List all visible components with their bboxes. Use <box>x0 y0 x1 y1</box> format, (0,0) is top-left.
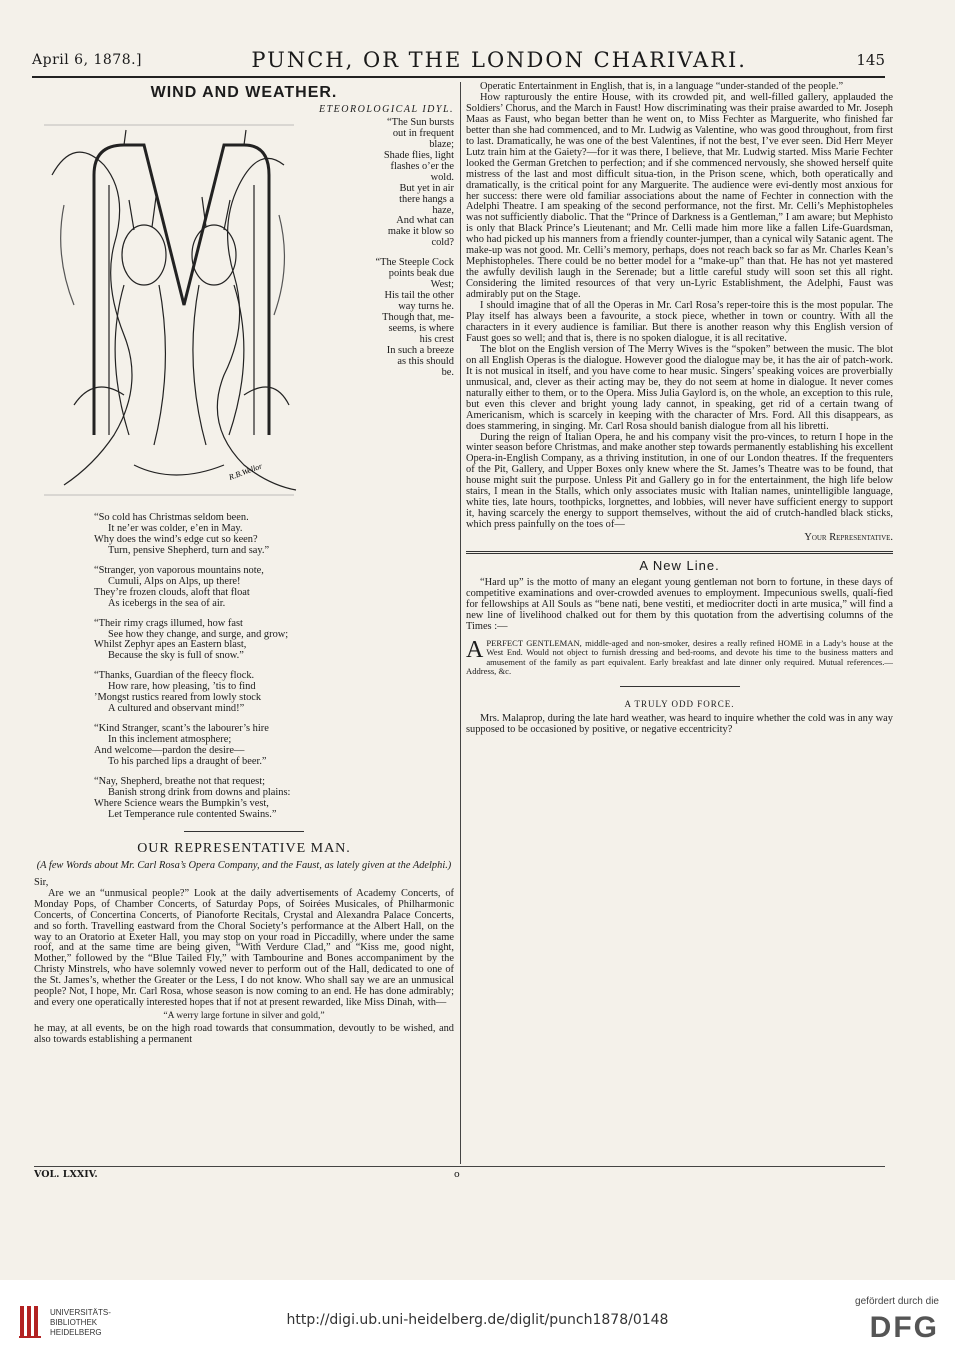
right-column <box>466 82 893 1164</box>
poem-line: Let Temperance rule contented Swains.” <box>108 808 277 820</box>
library-name-line2: BIBLIOTHEK <box>50 1318 98 1327</box>
poem-line: They’re frozen clouds, aloft that float <box>94 586 250 598</box>
stanza <box>94 671 454 715</box>
quoted-line: “A werry large fortune in silver and gold,” <box>163 1011 325 1022</box>
poem-line: And welcome—pardon the desire— <box>94 745 245 757</box>
stanza <box>94 513 454 557</box>
article-left-paragraphs <box>34 889 454 1009</box>
poem-line: “So cold has Christmas seldom been. <box>94 511 249 523</box>
poem-line: seems, is where <box>388 323 454 335</box>
poem-line: “Nay, Shepherd, breathe not that request; <box>94 776 265 788</box>
poem-body-stanzas <box>34 513 454 821</box>
stanza <box>94 777 454 821</box>
poem-line: make it blow so <box>387 226 454 238</box>
poem-line: Why does the wind’s edge cut so keen? <box>94 533 258 545</box>
poem-top <box>34 105 454 507</box>
times-advertisement <box>466 636 893 677</box>
digitization-bar <box>0 1288 955 1363</box>
paragraph: The blot on the English version of The Merry Wives is the “spoken” between the music. The blot on all English Operas is the dialogue. However good the dialogue may be, it has the air of patch-work. It is not musical in itself, and you have come to hear music. Singers’ speaking voices are proverbially unmusical, and, clever as their acting may be, they do not seem at home in dialogue. It never comes naturally either to them, or to the Opera. Miss Julia Gaylord is, on the whole, an exception to this rule, but even this clever and bright young lady cannot, in speaking, get rid of a certain twang of Americanism, which is scarcely in keeping with the character of Mrs. Ford. All this disappears, as does stammering, in singing. Mr. Carl Rosa should banish dialogue from all his libretti. <box>466 343 893 432</box>
poem-line: But yet in air <box>399 182 454 194</box>
article-title: OUR REPRESENTATIVE MAN. <box>137 840 351 856</box>
poem-line: A cultured and observant mind!” <box>108 703 245 715</box>
poem-line: be. <box>441 366 454 378</box>
poem-line: “The Sun bursts <box>387 116 454 128</box>
page-number: 145 <box>856 51 885 69</box>
poem-line: his crest <box>419 334 454 346</box>
poem-line: out in frequent <box>392 127 454 139</box>
section-divider-2 <box>620 686 740 687</box>
article-deck: (A few Words about Mr. Carl Rosa’s Opera Company, and the Faust, as lately given at the Adelphi.) <box>36 859 452 871</box>
article2-title: A New Line. <box>639 558 720 574</box>
poem-line: “Kind Stranger, scant’s the labourer’s hire <box>94 723 269 735</box>
article2-paragraph: “Hard up” is the motto of many an elegant young gentleman not born to fortune, in these days of competitive examinations and over-crowded avenues to employment. Impecunious swells, quali-fied for fellowships at All Souls as “bene nati, bene vestiti, et mediocriter docti in arte musica,” will find a new line of livelihood chalked out for them by this quotation from the advertising columns of the Times :— <box>466 576 893 632</box>
poem-line: ’Mongst rustics reared from lowly stock <box>94 692 262 704</box>
poem-line: West; <box>430 279 454 291</box>
poem-line: In such a breeze <box>386 344 454 356</box>
source-url-link[interactable]: http://digi.ub.uni-heidelberg.de/diglit/punch1878/0148 <box>286 1312 669 1328</box>
article3-paragraph: Mrs. Malaprop, during the late hard weather, was heard to inquire whether the cold was in any way supposed to be occasioned by positive, or negative eccentricity? <box>466 713 893 736</box>
article-left-closing: he may, at all events, be on the high road towards that consummation, devoutly to be wished, and also towards establishing a permanent <box>34 1023 454 1046</box>
funding-label: gefördert durch die <box>855 1296 939 1307</box>
stanza <box>94 566 454 610</box>
stanza <box>94 619 454 663</box>
poem-line: Because the sky is full of snow.” <box>108 650 244 662</box>
ad-text: PERFECT GENTLEMAN, middle-aged and non-smoker, desires a really refined HOME in a Lady’s house at the West End. Would not object to furnish dressing and bed-rooms, and devote his time to the business matters and amusement of the family as part equivalent. Early breakfast and late dinner only required. Mutual references.—Address, &c. <box>466 637 893 676</box>
poem-line: wold. <box>430 171 454 183</box>
paragraph: I should imagine that of all the Operas in Mr. Carl Rosa’s reper-toire this is the most popular. The Play itself has always been a favourite, a stock piece, whether in town or country. With all the characters in it every audience is familiar. But there is another reason why this English version of Faust goes so well; and that is, there is no spoken dialogue, it is all recitative. <box>466 300 893 344</box>
stanza <box>310 258 454 378</box>
section-divider <box>184 831 304 832</box>
poem-line: See how they change, and surge, and grow; <box>108 628 289 640</box>
poem-line: Though that, me- <box>382 312 454 324</box>
poem-line: How rare, how pleasing, ’tis to find <box>108 681 256 693</box>
issue-date: April 6, 1878.] <box>32 52 143 68</box>
poem-line: “Stranger, yon vaporous mountains note, <box>94 564 264 576</box>
left-column <box>34 82 454 1164</box>
poem-line: In this inclement atmosphere; <box>108 734 232 746</box>
library-name-line1: UNIVERSITÄTS- <box>50 1308 111 1317</box>
ad-initial: A <box>466 636 484 663</box>
paragraph: During the reign of Italian Opera, he and his company visit the pro-vinces, to return I hope in the winter season before Christmas, and make another step towards permanently establishing his excellent Opera-in-English Company, as a thriving institution, in one of our London theatres. If the frequenters of the Pit, Gallery, and Upper Boxes only knew where the St. James’s Theatre was to be found, that house might suit the purpose. Unless Pit and Gallery go in for the entertainment, the high life below stairs, I mean in the Stalls, which only associates music with Italian names, unintelligible language, white ties, late hours, toothpicks, lorgnettes, and lobbies, will never have sufficient energy to support it, having scarcely the energy to support themselves, without the aid of crutch-handled black sticks, which press painfully on the toes of— <box>466 431 893 531</box>
illustrator-signature: R.B.Wellor <box>227 461 264 482</box>
poem-line: It ne’er was colder, e’en in May. <box>108 522 243 534</box>
page-footer <box>34 1166 885 1182</box>
poem-line: Cumuli, Alps on Alps, up there! <box>108 575 241 587</box>
article-signature: Your Representative. <box>804 532 893 544</box>
column-rule <box>460 82 461 1164</box>
poem-line: “Thanks, Guardian of the fleecy flock. <box>94 670 255 682</box>
running-head <box>32 44 885 78</box>
signature-mark: o <box>454 1169 460 1180</box>
poem-line: way turns he. <box>398 301 454 313</box>
poem-line: Whilst Zephyr apes an Eastern blast, <box>94 639 247 651</box>
dfg-logo: DFG <box>869 1311 939 1344</box>
poem-line: To his parched lips a draught of beer.” <box>108 756 267 768</box>
poem-line: “Their rimy crags illumed, how fast <box>94 617 243 629</box>
poem-line: cold? <box>431 237 454 249</box>
poem-line: And what can <box>396 215 454 227</box>
volume-label: VOL. LXXIV. <box>34 1169 98 1180</box>
poem-side-column <box>306 105 454 507</box>
paragraph: Operatic Entertainment in English, that is, in a language “under-standed of the people.” <box>480 82 844 92</box>
poem-line: “The Steeple Cock <box>375 257 454 269</box>
funder-block[interactable] <box>799 1296 939 1345</box>
paragraph: How rapturously the entire House, with its crowded pit, and well-filled gallery, applauded the Soldiers’ Chorus, and the March in Faust! How discriminating was their praise awarded to Mr. Joseph Maas as Faust, who began better than he went on, to Miss Fechter as Marguerite, who finished far better than she had commenced, and to Mr. Ludwig as Valentine, who was good throughout, from first to last. Dramatically, he was one of the best Valentines, if not the best, I’ve ever seen. Did Herr Meyer Lutz train him at the Gaiety?—for it was there, I believe, that Mr. Ludwig started. Miss Marie Fechter looked the German Gretchen to perfection; and if she commenced nervously, she showed herself quite mistress of the last and most difficult situa-tion, in the Prison scene, which, both operatically and dramatically, is the critical point for any Marguerite. The audience were evi-dently most anxious for her success: there were old familiar associations about the name of Fechter in connection with the Adelphi Theatre. I am speaking of the second performance, not the first. Mr. Celli’s Mephistopheles was not sufficiently diabolic. That the “Prince of Darkness is a Gentleman,” I am aware; but Mephisto is only that Black Prince’s Lieutenant; and Mr. Celli made him more like a fallen Life-Guardsman, who had picked up his manners from a friendly counter-jumper, than a cynical wily Satanic agent. The make-up was not good. Mr. Celli’s memory, perhaps, does not reach back so far as Mr. Charles Kean’s Mephistopheles. There could be no better model for a “make-up” than that. He has not yet mastered the awfully devilish laugh in the Serenade; but a little careful study will soon set this all right. Considering the limited resources of that very un-Lyric Establishment, the Adelphi, Faust was admirably put on the Stage. <box>466 91 893 301</box>
decorative-initial-illustration <box>34 105 306 507</box>
article-right-paragraphs <box>466 82 893 531</box>
stanza <box>94 724 454 768</box>
poem-line: Shade flies, light <box>383 149 454 161</box>
poem-line: as this should <box>397 355 454 367</box>
poem-line: flashes o’er the <box>390 160 454 172</box>
poem-line: As icebergs in the sea of air. <box>108 597 226 609</box>
article3-title: A TRULY ODD FORCE. <box>624 699 735 710</box>
poem-subtitle: ETEOROLOGICAL IDYL. <box>319 103 454 115</box>
poem-line: blaze; <box>429 138 454 150</box>
poem-line: there hangs a <box>399 193 454 205</box>
poem-line: Where Science wears the Bumpkin’s vest, <box>94 797 269 809</box>
poem-line: Turn, pensive Shepherd, turn and say.” <box>108 544 270 556</box>
poem-line: His tail the other <box>384 290 454 302</box>
masthead: PUNCH, OR THE LONDON CHARIVARI. <box>251 48 747 72</box>
paragraph: Are we an “unmusical people?” Look at the daily advertisements of Academy Concerts, of Monday Pops, of Chamber Concerts, of Saturday Pops, of Soirées Musicales, of Philharmonic Concerts, of Concertina Concerts, of Pianoforte Recitals, Crystal and Alexandra Palace Concerts, and so forth. Travelling eastward from the Choral Society’s performance at the Albert Hall, on the way to an Oratorio at Exeter Hall, you may stop on your road in Piccadilly, where under the same roof, and at the same time are being given, “With Verdure Clad,” and “Kiss me, good night, Mother,” followed by the “Blue Tailed Fly,” with Tambourine and Bones accompaniment by the Christy Minstrels, who have solemnly vowed never to perform out of the Hall, dedicated to one of the St. James’s, whether the Greater or the Less, I do not know. Who shall say we are an unmusical people? Not, I hope, Mr. Carl Rosa, whose season is now coming to an end. He has done admirably; and every one operatically interested hopes that if not at present rewarded, like Miss Dinah, with— <box>34 887 454 1009</box>
poem-line: points beak due <box>388 268 454 280</box>
poem-title: WIND AND WEATHER. <box>150 84 338 101</box>
library-name-line3: HEIDELBERG <box>50 1328 102 1337</box>
section-divider-double <box>466 551 893 554</box>
salutation: Sir, <box>34 876 49 888</box>
poem-line: haze, <box>432 204 454 216</box>
stanza <box>310 118 454 249</box>
poem-line: Banish strong drink from downs and plains: <box>108 786 291 798</box>
side-stanzas <box>310 118 454 379</box>
